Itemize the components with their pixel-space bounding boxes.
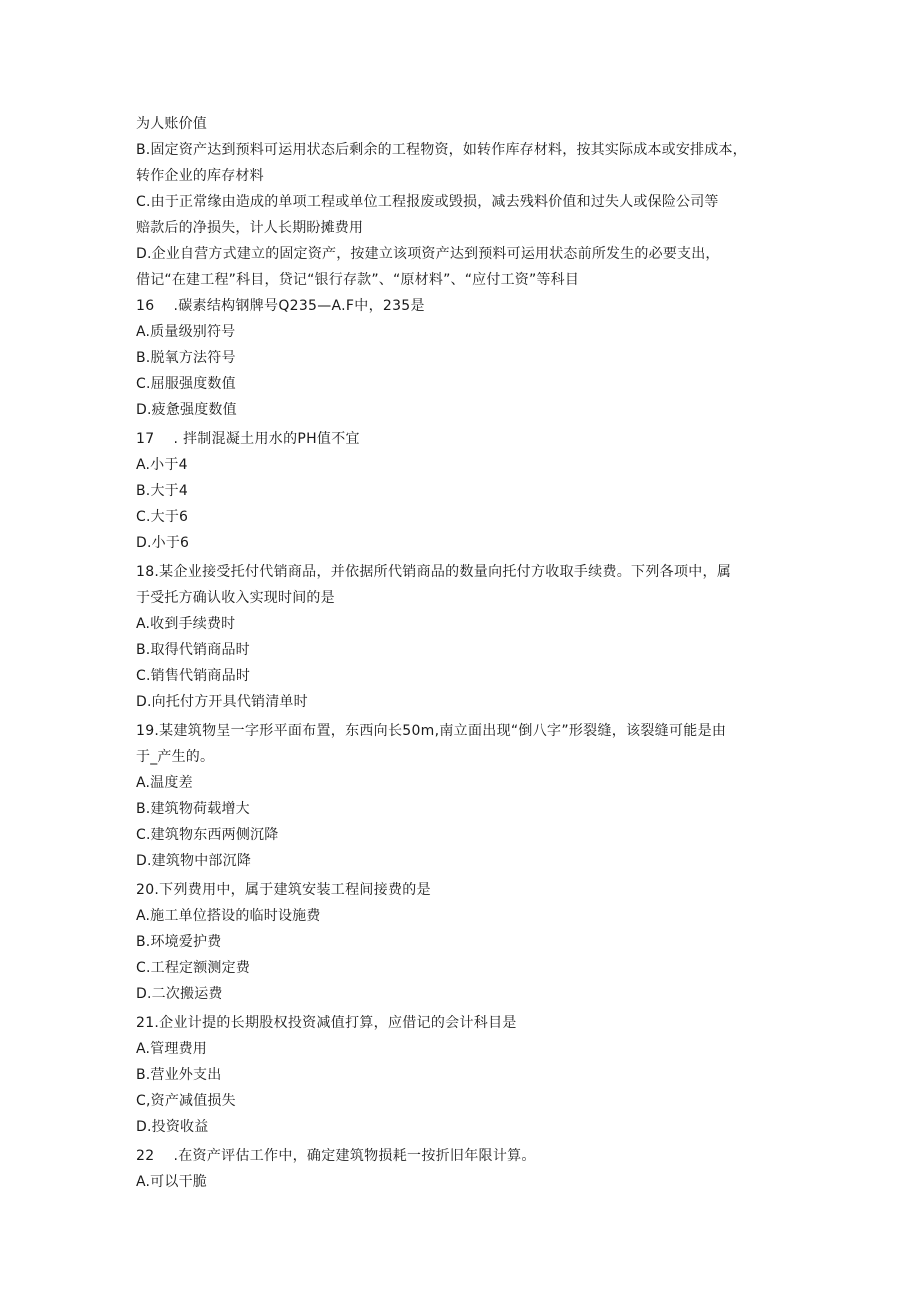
- option-b: B.环境爱护费: [136, 934, 222, 950]
- option-d: D.疲惫强度数值: [136, 402, 237, 418]
- text-line: 于_产生的。: [136, 749, 215, 765]
- question-17: 17 . 拌制混凝土用水的PH值不宜: [136, 431, 360, 447]
- question-22: 22 .在资产评估工作中，确定建筑物损耗一按折旧年限计算。: [136, 1148, 536, 1164]
- option-b: B.取得代销商品时: [136, 642, 250, 658]
- option-c: C.屈服强度数值: [136, 376, 236, 392]
- option-d: D.向托付方开具代销清单时: [136, 694, 308, 710]
- option-d: D.企业自营方式建立的固定资产，按建立该项资产达到预料可运用状态前所发生的必要支出，: [136, 246, 720, 262]
- text-line: 借记“在建工程”科目，贷记“银行存款”、“原材料”、“应付工资”等科目: [136, 272, 580, 288]
- option-a: A.管理费用: [136, 1041, 207, 1057]
- option-d: D.投资收益: [136, 1119, 209, 1135]
- question-18: 18.某企业接受托付代销商品，并依据所代销商品的数量向托付方收取手续费。下列各项中，属: [136, 564, 732, 580]
- option-d: D.建筑物中部沉降: [136, 853, 252, 869]
- option-a: A.质量级别符号: [136, 324, 236, 340]
- option-d: D.小于6: [136, 535, 190, 551]
- text-line: 赔款后的净损失，计人长期盼摊费用: [136, 220, 364, 236]
- option-b: B.大于4: [136, 483, 188, 499]
- option-a: A.温度差: [136, 775, 193, 791]
- option-c: C.销售代销商品时: [136, 668, 251, 684]
- option-a: A.小于4: [136, 457, 188, 473]
- question-20: 20.下列费用中，属于建筑安装工程间接费的是: [136, 882, 431, 898]
- option-c: C.大于6: [136, 509, 189, 525]
- text-line: 于受托方确认收入实现时间的是: [136, 590, 335, 606]
- text-line: 转作企业的库存材料: [136, 168, 264, 184]
- option-b: B.脱氧方法符号: [136, 350, 236, 366]
- option-c: C.由于正常缘由造成的单项工程或单位工程报废或毁损，减去残料价值和过失人或保险公司等: [136, 194, 719, 210]
- option-b: B.建筑物荷载增大: [136, 801, 250, 817]
- option-c: C.工程定额测定费: [136, 960, 251, 976]
- option-b: B.固定资产达到预料可运用状态后剩余的工程物资，如转作库存材料，按其实际成本或安排成本，: [136, 142, 747, 158]
- option-d: D.二次搬运费: [136, 986, 223, 1002]
- option-b: B.营业外支出: [136, 1067, 222, 1083]
- option-c: C.建筑物东西两侧沉降: [136, 827, 279, 843]
- question-19: 19.某建筑物呈一字形平面布置，东西向长50m,南立面出现“倒八字”形裂缝，该裂缝可能是由: [136, 723, 727, 739]
- option-a: A.可以干脆: [136, 1174, 207, 1190]
- option-c: C,资产减值损失: [136, 1093, 236, 1109]
- option-a: A.收到手续费时: [136, 616, 236, 632]
- question-16: 16 .碳素结构钢牌号Q235—A.F中，235是: [136, 298, 425, 314]
- question-21: 21.企业计提的长期股权投资减值打算，应借记的会计科目是: [136, 1015, 517, 1031]
- text-line: 为人账价值: [136, 116, 207, 132]
- option-a: A.施工单位搭设的临时设施费: [136, 908, 321, 924]
